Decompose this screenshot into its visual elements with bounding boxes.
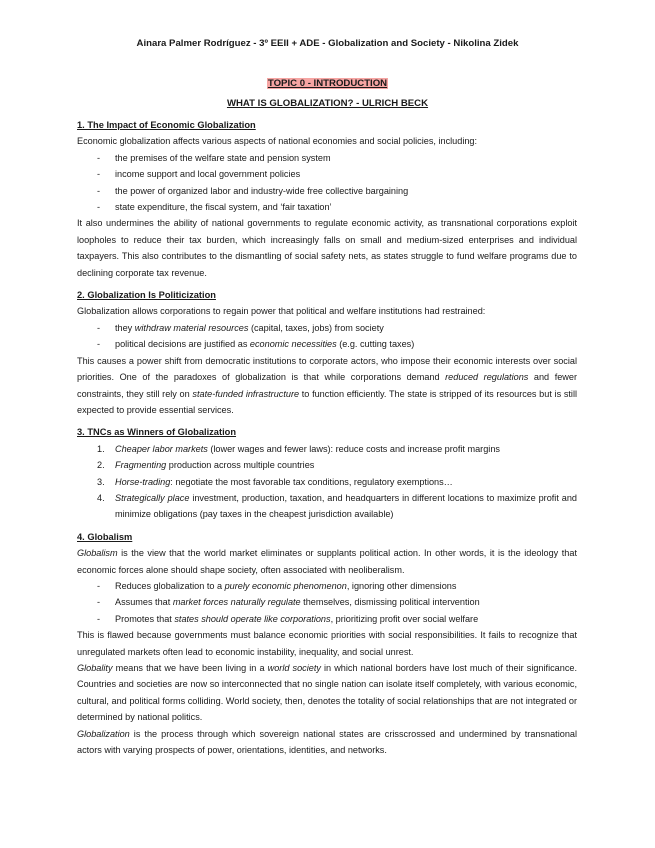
list-item: - Promotes that states should operate like corporations, prioritizing profit over social welfare [77,611,577,627]
section-1-heading: 1. The Impact of Economic Globalization [77,120,256,130]
list-item: - they withdraw material resources (capital, taxes, jobs) from society [77,320,577,336]
section-2-heading: 2. Globalization Is Politicization [77,290,216,301]
topic-title [0,78,655,89]
section-4-paragraph: This is flawed because governments must balance economic priorities with social responsibilities. It fails to recognize that unregulated markets often lead to economic instability, inequality, and social unrest. [77,630,577,657]
section-4-paragraph: Globalism is the view that the world market eliminates or supplants political action. In other words, it is the ideology that economic forces alone should shape society, often associated with neoliberalism. [77,548,577,575]
section-4-paragraph: Globalization is the process through which sovereign national states are crisscrossed and undermined by transnational actors with varying prospects of power, orientations, identities, and networks. [77,728,577,756]
list-item: - the premises of the welfare state and pension system [77,150,577,166]
section-3-list [77,441,577,523]
list-item: 1. Cheaper labor markets (lower wages and fewer laws): reduce costs and increase profit margins [97,443,500,454]
list-item: - the power of organized labor and industry-wide free collective bargaining [77,183,577,199]
page-header: Ainara Palmer Rodríguez - 3º EEII + ADE - Globalization and Society - Nikolina Zidek [136,38,519,49]
subtopic-title [0,98,655,109]
section-1-list [77,150,577,216]
section-2-paragraph: This causes a power shift from democratic institutions to corporate actors, who impose their economic interests over social priorities. One of the paradoxes of globalization is that while corporations demand reduced regulations and fewer constraints, they still rely on state-funded infrastructure to function efficiently. The state is stripped of its resources but is still expected to provide essential services. [77,355,578,415]
document-body [77,117,577,758]
section-2-list [77,320,577,353]
section-4-heading: 4. Globalism [77,531,133,542]
section-2-intro: Globalization allows corporations to regain power that political and welfare institutions had restrained: [77,306,486,317]
topic-title-text: TOPIC 0 - INTRODUCTION [267,78,388,89]
list-item: 2. Fragmenting production across multiple countries [97,460,315,471]
section-4-paragraph: Globality means that we have been living in a world society in which national borders have lost much of their significance. Countries and societies are now so interconnected that no single nation can isolate itself completely, with various economic, cultural, and political forms colliding. World society, then, denotes the totality of social relationships that are not integrated or determined by national politics. [77,663,577,723]
section-4-list [77,578,577,627]
section-1-paragraph: It also undermines the ability of national governments to regulate economic activity, as transnational corporations exploit loopholes to reduce their tax burden, which increasingly falls on small and medium-sized enterprises and individual taxpayers. This also contributes to the dismantling of social safety nets, as states struggle to fund welfare programs due to declining corporate tax revenue. [77,218,577,278]
section-1-intro: Economic globalization affects various aspects of national economies and social policies, including: [77,136,478,147]
list-item: - state expenditure, the fiscal system, and ‘fair taxation’ [77,199,577,215]
list-item: - Assumes that market forces naturally regulate themselves, dismissing political intervention [77,594,577,610]
list-item: 3. Horse-trading: negotiate the most favorable tax conditions, regulatory exemptions… [97,476,453,487]
list-item: 4. Strategically place investment, production, taxation, and headquarters in different locations to maximize profit and minimize obligations (pay taxes in the cheapest jurisdiction available) [97,492,577,520]
list-item: - income support and local government policies [77,166,577,182]
subtopic-title-text: WHAT IS GLOBALIZATION? - ULRICH BECK [226,98,429,109]
list-item: - political decisions are justified as economic necessities (e.g. cutting taxes) [77,336,577,352]
section-3-heading: 3. TNCs as Winners of Globalization [77,427,237,438]
list-item: - Reduces globalization to a purely economic phenomenon, ignoring other dimensions [77,578,577,594]
